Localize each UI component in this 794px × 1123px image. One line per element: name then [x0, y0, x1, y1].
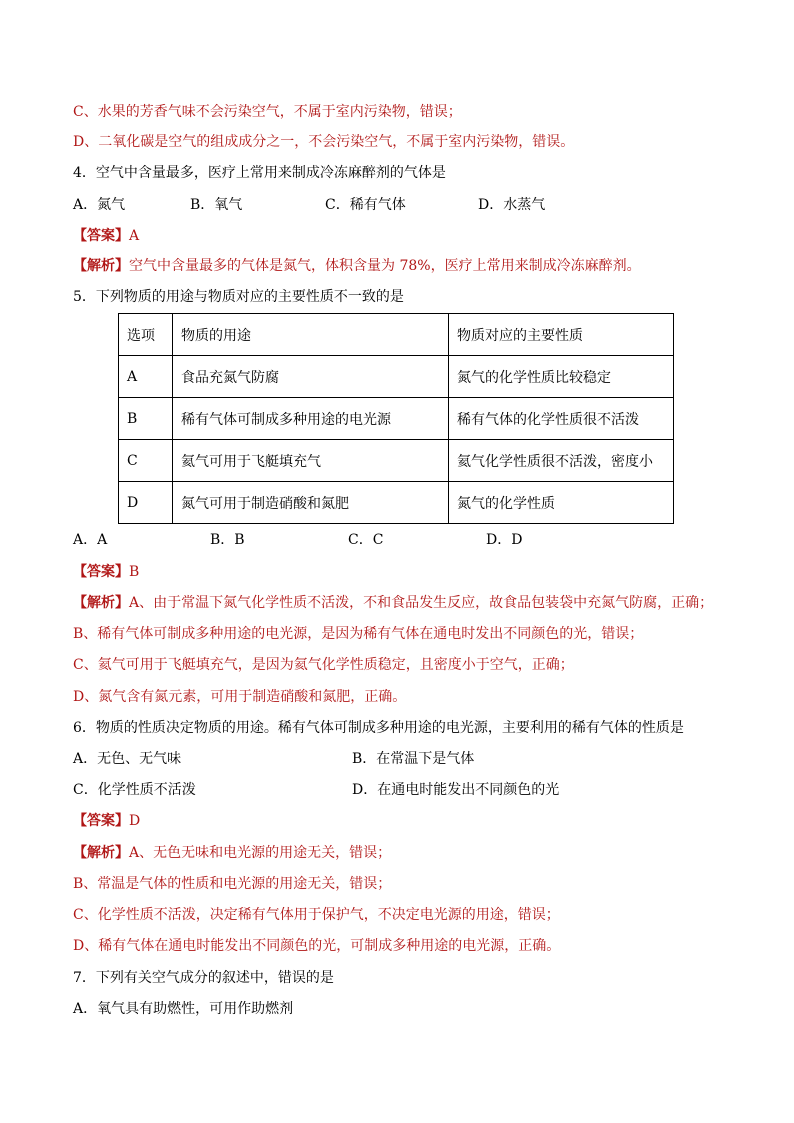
q6-option-b: B．在常温下是气体 — [352, 751, 475, 767]
q4-option-b: B．氧气 — [190, 197, 243, 213]
q5-stem: 5．下列物质的用途与物质对应的主要性质不一致的是 — [73, 289, 404, 305]
q5-analysis-d: D、氮气含有氮元素，可用于制造硝酸和氮肥，正确。 — [73, 689, 407, 705]
q5-option-b: B．B — [210, 532, 245, 548]
q5-option-a: A．A — [73, 532, 108, 548]
table-cell: 稀有气体可制成多种用途的电光源 — [173, 398, 449, 440]
analysis-tag: 【解析】 — [73, 845, 129, 861]
answer-tag: 【答案】 — [73, 228, 129, 244]
table-header-cell: 物质对应的主要性质 — [449, 314, 674, 356]
answer-value: A — [129, 228, 140, 244]
analysis-text: A、无色无味和电光源的用途无关，错误； — [129, 845, 392, 861]
q4-analysis — [73, 257, 641, 275]
q5-table — [118, 313, 674, 524]
table-cell: 氦气可用于飞艇填充气 — [173, 440, 449, 482]
answer-value: D — [129, 813, 141, 829]
q6-analysis-c: C、化学性质不活泼，决定稀有气体用于保护气，不决定电光源的用途，错误； — [73, 907, 560, 923]
q5-option-c: C．C — [348, 532, 384, 548]
q4-option-a: A．氮气 — [73, 197, 126, 213]
table-cell: 稀有气体的化学性质很不活泼 — [449, 398, 674, 440]
q5-analysis-c: C、氦气可用于飞艇填充气，是因为氦气化学性质稳定，且密度小于空气，正确； — [73, 657, 574, 673]
q6-answer — [73, 812, 140, 830]
table-header-row — [119, 314, 674, 356]
table-cell: D — [119, 482, 173, 524]
analysis-tag: 【解析】 — [73, 595, 129, 611]
q6-analysis-d: D、稀有气体在通电时能发出不同颜色的光，可制成多种用途的电光源，正确。 — [73, 938, 561, 954]
q7-stem: 7．下列有关空气成分的叙述中，错误的是 — [73, 970, 334, 986]
q6-option-a: A．无色、无气味 — [73, 751, 182, 767]
analysis-text: 空气中含量最多的气体是氮气，体积含量为 78%，医疗上常用来制成冷冻麻醉剂。 — [129, 258, 641, 274]
q6-option-d: D．在通电时能发出不同颜色的光 — [352, 782, 560, 798]
q6-stem: 6．物质的性质决定物质的用途。稀有气体可制成多种用途的电光源，主要利用的稀有气体的性质是 — [73, 720, 684, 736]
q5-analysis-b: B、稀有气体可制成多种用途的电光源，是因为稀有气体在通电时发出不同颜色的光，错误； — [73, 626, 644, 642]
table-cell: 食品充氮气防腐 — [173, 356, 449, 398]
q6-option-c: C．化学性质不活泼 — [73, 782, 196, 798]
q5-answer — [73, 563, 139, 581]
table-cell: B — [119, 398, 173, 440]
q4-option-d: D．水蒸气 — [478, 197, 546, 213]
table-cell: 氮气的化学性质 — [449, 482, 674, 524]
q3-explain-d: D、二氧化碳是空气的组成成分之一，不会污染空气，不属于室内污染物，错误。 — [73, 134, 575, 150]
answer-value: B — [129, 564, 140, 580]
q7-option-a: A．氧气具有助燃性，可用作助燃剂 — [73, 1001, 294, 1017]
table-cell: A — [119, 356, 173, 398]
table-cell: 氮气可用于制造硝酸和氮肥 — [173, 482, 449, 524]
table-row — [119, 398, 674, 440]
table-cell: 氦气化学性质很不活泼，密度小 — [449, 440, 674, 482]
table-cell: 氮气的化学性质比较稳定 — [449, 356, 674, 398]
answer-tag: 【答案】 — [73, 813, 129, 829]
q4-stem: 4．空气中含量最多，医疗上常用来制成冷冻麻醉剂的气体是 — [73, 165, 446, 181]
table-header-cell: 选项 — [119, 314, 173, 356]
q6-analysis-a — [73, 844, 391, 862]
q5-analysis-a — [73, 594, 713, 612]
answer-tag: 【答案】 — [73, 564, 129, 580]
q4-option-c: C．稀有气体 — [325, 197, 406, 213]
q4-answer — [73, 227, 139, 245]
table-cell: C — [119, 440, 173, 482]
analysis-tag: 【解析】 — [73, 258, 129, 274]
q3-explain-c: C、水果的芳香气味不会污染空气，不属于室内污染物，错误； — [73, 104, 462, 120]
q6-analysis-b: B、常温是气体的性质和电光源的用途无关，错误； — [73, 876, 392, 892]
q5-option-d: D．D — [486, 532, 523, 548]
table-row — [119, 440, 674, 482]
analysis-text: A、由于常温下氮气化学性质不活泼，不和食品发生反应，故食品包装袋中充氮气防腐，正确； — [129, 595, 714, 611]
table-header-cell: 物质的用途 — [173, 314, 449, 356]
table-row — [119, 356, 674, 398]
table-row — [119, 482, 674, 524]
